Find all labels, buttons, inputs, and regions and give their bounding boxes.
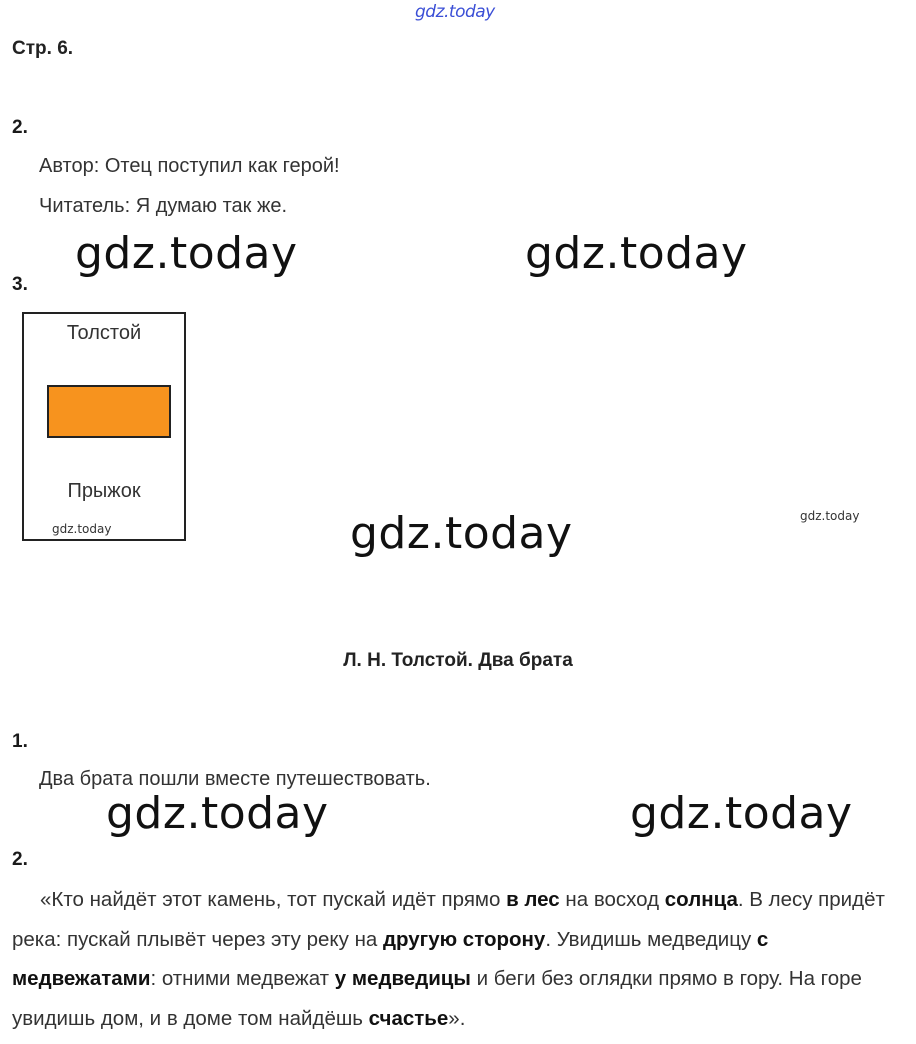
quote-keyword: с медвежатами [12,927,769,990]
quote-keyword: в лес [506,888,560,911]
cover-genre-rectangle [47,385,171,438]
cover-title: Прыжок [67,480,141,502]
quote-paragraph [12,880,908,1038]
watermark-large: gdz.today [75,228,298,279]
watermark-large: gdz.today [106,788,329,839]
answer-line-author: Автор: Отец поступил как герой! [39,155,340,177]
quote-keyword: другую сторону [383,927,546,951]
answer-line: Два брата пошли вместе путешествовать. [39,768,431,790]
watermark-small: gdz.today [52,522,112,536]
quote-text: . В лесу придёт река: пускай плывёт через эту реку на [12,888,885,951]
cover-author: Толстой [66,322,142,344]
quote-keyword: солнца [664,888,738,911]
quote-text: и беги без оглядки прямо в гору. На горе увидишь дом, и в доме том найдёшь [12,967,862,1030]
watermark-large: gdz.today [630,788,853,839]
watermark-small: gdz.today [800,509,860,523]
quote-text: «Кто найдёт этот камень, тот пускай идёт прямо [40,888,507,911]
task-number-2: 2. [12,849,28,870]
watermark-top: gdz.today [415,2,495,22]
quote-text: ». [448,1006,466,1030]
section-heading: Л. Н. Толстой. Два брата [343,650,573,671]
watermark-large: gdz.today [350,508,573,559]
quote-text: на восход [559,888,665,911]
quote-text: : отними медвежат [150,967,335,990]
task-number-3: 3. [12,274,28,295]
page-reference: Стр. 6. [12,38,74,59]
answer-line-reader: Читатель: Я думаю так же. [39,195,288,217]
quote-keyword: счастье [368,1006,449,1030]
quote-keyword: у медведицы [334,967,471,990]
task-number-2: 2. [12,117,28,138]
watermark-large: gdz.today [525,228,748,279]
task-number-1: 1. [12,731,28,752]
book-cover-model [22,312,186,541]
quote-text: . Увидишь медведицу [545,927,757,951]
